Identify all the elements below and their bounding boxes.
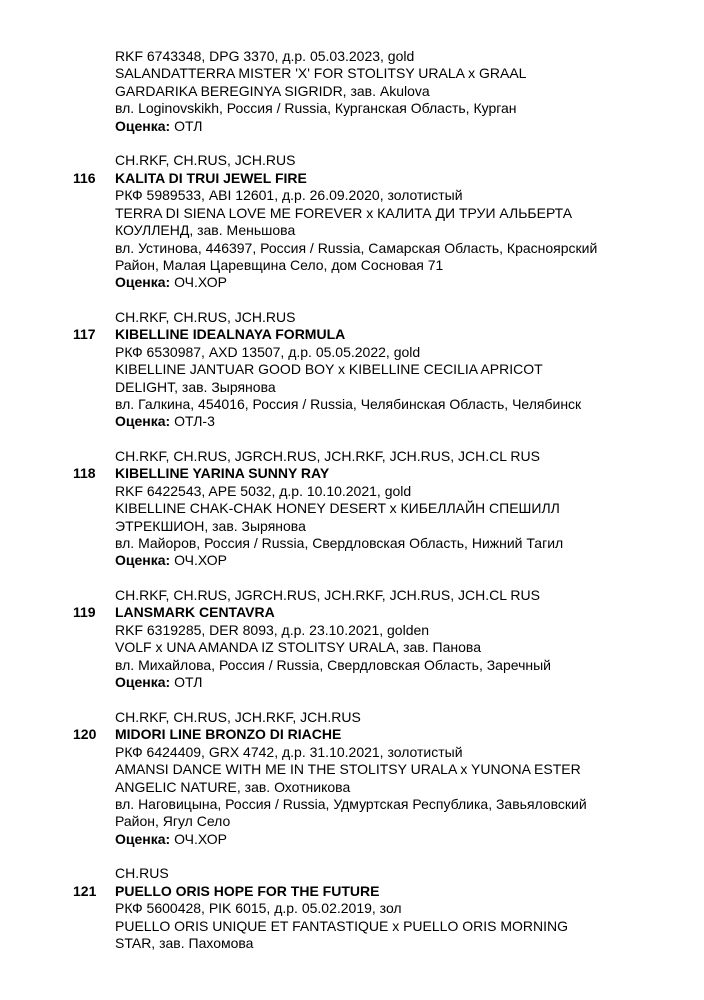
entry-registration: RKF 6422543, APE 5032, д.р. 10.10.2021, gold [115,483,412,499]
entry-titles: CH.RKF, CH.RUS, JGRCH.RUS, JCH.RKF, JCH.RUS, JCH.CL RUS [115,448,540,464]
grade-value: ОЧ.ХОР [170,552,227,568]
entry-owner: вл. Loginovskikh, Россия / Russia, Курганская Область, Курган [115,100,517,116]
entry-titles: CH.RUS [115,865,169,881]
entry-registration: РКФ 5989533, ABI 12601, д.р. 26.09.2020, золотистый [115,187,463,203]
entry-registration: РКФ 6424409, GRX 4742, д.р. 31.10.2021, золотистый [115,744,463,760]
entry-grade [115,674,202,691]
entry-parents: DELIGHT, зав. Зырянова [115,379,276,395]
entry-number: 118 [73,465,96,481]
entry-number: 120 [73,726,97,742]
grade-value: ОЧ.ХОР [170,274,227,290]
entry-owner: вл. Михайлова, Россия / Russia, Свердловская Область, Заречный [115,657,551,673]
entry-owner: вл. Устинова, 446397, Россия / Russia, Самарская Область, Красноярский [115,240,598,256]
grade-label: Оценка: [115,674,171,690]
entry-parents: KIBELLINE JANTUAR GOOD BOY x KIBELLINE CECILIA APRICOT [115,361,543,377]
entry-dog-name: KIBELLINE YARINA SUNNY RAY [115,465,330,481]
entry-registration: РКФ 6530987, AXD 13507, д.р. 05.05.2022, gold [115,344,421,360]
grade-value: ОТЛ [170,674,203,690]
entry-parents: PUELLO ORIS UNIQUE ET FANTASTIQUE x PUELLO ORIS MORNING [115,918,569,934]
entry-owner: Район, Малая Царевщина Село, дом Сосновая 71 [115,257,444,273]
entry-owner: вл. Галкина, 454016, Россия / Russia, Челябинская Область, Челябинск [115,396,582,412]
entry-parents: ЭТРЕКШИОН, зав. Зырянова [115,518,306,534]
grade-label: Оценка: [115,552,171,568]
entry-parents: ANGELIC NATURE, зав. Охотникова [115,779,351,795]
entry-parents: KIBELLINE CHAK-CHAK HONEY DESERT x КИБЕЛЛАЙН СПЕШИЛЛ [115,500,560,516]
entry-grade [115,118,202,135]
entry-parents: SALANDATTERRA MISTER 'X' FOR STOLITSY URALA x GRAAL [115,65,527,81]
entry-number: 117 [73,326,96,342]
entry-parents: STAR, зав. Пахомова [115,935,254,951]
entry-owner: вл. Наговицына, Россия / Russia, Удмуртская Республика, Завьяловский [115,796,587,812]
entry-parents: TERRA DI SIENA LOVE ME FOREVER x КАЛИТА ДИ ТРУИ АЛЬБЕРТА [115,205,573,221]
entry-registration: RKF 6743348, DPG 3370, д.р. 05.03.2023, gold [115,48,415,64]
entry-number: 116 [73,170,96,186]
entry-dog-name: KALITA DI TRUI JEWEL FIRE [115,170,307,186]
entry-registration: RKF 6319285, DER 8093, д.р. 23.10.2021, golden [115,622,430,638]
grade-label: Оценка: [115,118,171,134]
grade-label: Оценка: [115,413,171,429]
entry-number: 119 [73,604,96,620]
entry-titles: CH.RKF, CH.RUS, JGRCH.RUS, JCH.RKF, JCH.RUS, JCH.CL RUS [115,587,540,603]
entry-owner: вл. Майоров, Россия / Russia, Свердловская Область, Нижний Тагил [115,535,564,551]
entry-dog-name: MIDORI LINE BRONZO DI RIACHE [115,726,342,742]
entry-dog-name: PUELLO ORIS HOPE FOR THE FUTURE [115,883,380,899]
entry-parents: КОУЛЛЕНД, зав. Меньшова [115,222,296,238]
entry-parents: AMANSI DANCE WITH ME IN THE STOLITSY URALA x YUNONA ESTER [115,761,581,777]
entry-grade [115,274,227,291]
entry-parents: GARDARIKA BEREGINYA SIGRIDR, зав. Akulova [115,83,430,99]
entry-number: 121 [73,883,97,899]
entry-dog-name: KIBELLINE IDEALNAYA FORMULA [115,326,346,342]
grade-value: ОЧ.ХОР [170,831,227,847]
entry-titles: CH.RKF, CH.RUS, JCH.RKF, JCH.RUS [115,709,361,725]
entry-titles: CH.RKF, CH.RUS, JCH.RUS [115,309,296,325]
entry-grade [115,831,227,848]
grade-value: ОТЛ-3 [170,413,215,429]
entry-titles: CH.RKF, CH.RUS, JCH.RUS [115,152,296,168]
entry-dog-name: LANSMARK CENTAVRA [115,604,275,620]
entry-grade [115,413,215,430]
entry-parents: VOLF x UNA AMANDA IZ STOLITSY URALA, зав. Панова [115,639,481,655]
grade-value: ОТЛ [170,118,203,134]
entry-owner: Район, Ягул Село [115,813,231,829]
grade-label: Оценка: [115,831,171,847]
grade-label: Оценка: [115,274,171,290]
entry-registration: РКФ 5600428, PIK 6015, д.р. 05.02.2019, зол [115,900,402,916]
entry-grade [115,552,227,569]
